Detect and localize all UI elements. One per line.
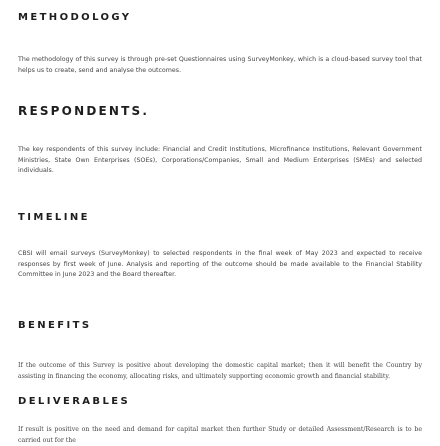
methodology-heading: METHODOLOGY	[18, 12, 132, 23]
timeline-heading: TIMELINE	[18, 212, 90, 223]
deliverables-heading: DELIVERABLES	[18, 396, 131, 407]
deliverables-paragraph: If result is positive on the need and demand for capital market then further Study or detailed Assessment/Research is to be carried out for the	[18, 426, 422, 444]
timeline-paragraph: CBSI will email surveys (SurveyMonkey) to selected respondents in the final week of May 2023 and expected to receive responses by first week of June. Analysis and reporting of the outcome should be made available to the Financial Stability Committee in June 2023 and the Board thereafter.	[18, 250, 422, 278]
benefits-heading: BENEFITS	[18, 320, 92, 331]
document-page	[18, 0, 422, 444]
respondents-heading: RESPONDENTS.	[18, 104, 150, 118]
respondents-paragraph: The key respondents of this survey include: Financial and Credit Institutions, Microfinance Institutions, Relevant Government Ministries, State Own Enterprises (SOEs), Corporations/Companies, Small and Medium Enterprises (SMEs) and selected individuals.	[18, 146, 422, 174]
methodology-paragraph: The methodology of this survey is through pre-set Questionnaires using SurveyMonkey, which is a cloud-based survey tool that helps us to create, send and analyse the outcomes.	[18, 56, 422, 74]
benefits-paragraph: If the outcome of this Survey is positive about developing the domestic capital market; then it will benefit the Country by assisting in financing the economy, allocating risks, and ultimately supporting economic growth and financial stability.	[18, 362, 422, 380]
